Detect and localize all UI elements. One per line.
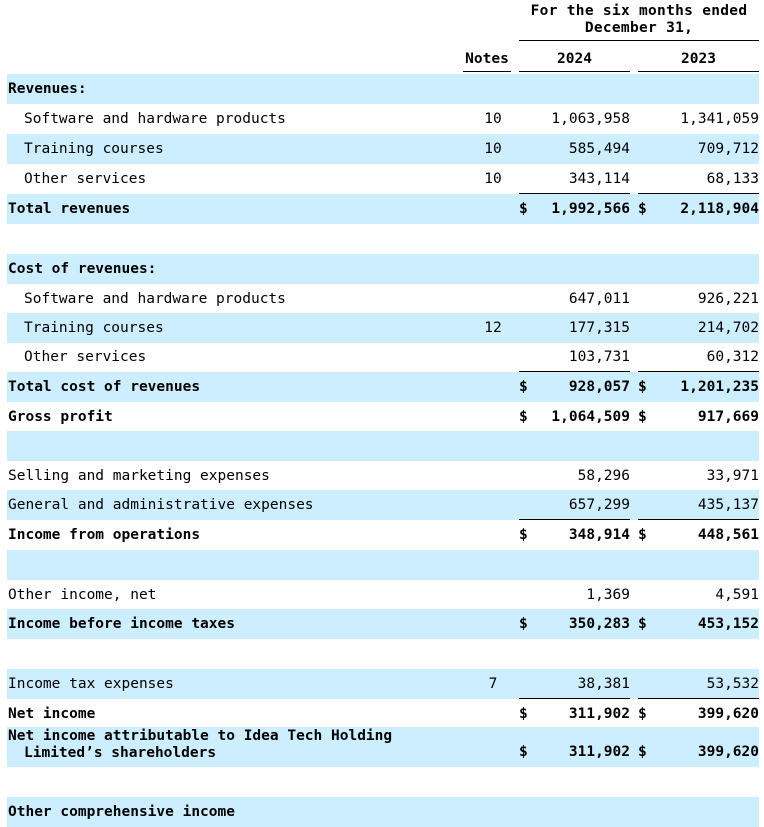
row-value-2024: 657,299	[519, 490, 630, 520]
row-other-income-net	[7, 580, 759, 610]
currency-symbol: $	[638, 527, 647, 543]
row-other-comprehensive-income	[7, 797, 759, 827]
row-value-2024: $ 311,902	[519, 727, 630, 767]
row-notes: 12	[484, 320, 502, 336]
row-value-2024: 1,369	[519, 580, 630, 610]
row-label	[8, 728, 392, 768]
row-net-income	[7, 699, 759, 729]
row-revenue-software-hardware	[7, 104, 759, 134]
row-notes: 10	[484, 171, 502, 187]
currency-symbol: $	[638, 616, 647, 632]
currency-symbol: $	[519, 744, 528, 760]
row-label: Total cost of revenues	[8, 379, 201, 395]
period-header-line1: For the six months ended	[530, 3, 748, 19]
row-label: Cost of revenues:	[8, 261, 157, 277]
currency-symbol: $	[638, 409, 647, 425]
period-header-rule	[519, 40, 759, 41]
row-value-2024: $ 350,283	[519, 609, 630, 639]
row-value-2024: $ 1,064,509	[519, 402, 630, 432]
row-cost-of-revenues-heading	[7, 254, 759, 284]
row-value-2023: 4,591	[638, 580, 759, 610]
row-income-from-operations	[7, 520, 759, 550]
column-header-2024: 2024	[557, 51, 592, 67]
period-header	[519, 3, 759, 37]
currency-symbol: $	[519, 616, 528, 632]
currency-symbol: $	[519, 409, 528, 425]
row-label: Gross profit	[8, 409, 113, 425]
row-value-2024: $ 311,902	[519, 699, 630, 729]
row-value-2023: 68,133	[638, 164, 759, 194]
row-total-cost-of-revenues	[7, 372, 759, 402]
row-spacer	[7, 550, 759, 580]
row-gross-profit	[7, 402, 759, 432]
row-value-2023: 435,137	[638, 490, 759, 520]
period-header-line2: December 31,	[584, 20, 694, 36]
row-label: Total revenues	[8, 201, 131, 217]
row-value-2023: $ 453,152	[638, 609, 759, 639]
row-value-2023: $ 1,201,235	[638, 372, 759, 402]
currency-symbol: $	[519, 706, 528, 722]
row-label-line2: Limited’s shareholders	[24, 745, 217, 761]
row-spacer	[7, 431, 759, 461]
currency-symbol: $	[638, 201, 647, 217]
row-value-2024: 177,315	[568, 320, 630, 336]
currency-symbol: $	[519, 527, 528, 543]
row-spacer	[7, 224, 759, 254]
row-selling-marketing	[7, 461, 759, 491]
currency-symbol: $	[519, 201, 528, 217]
row-value-2023: 1,341,059	[680, 111, 759, 127]
column-header-2023: 2023	[681, 51, 716, 67]
row-net-income-attributable	[7, 727, 759, 767]
row-label: Revenues:	[8, 81, 87, 97]
row-value-2024: $ 348,914	[519, 520, 630, 550]
row-value-2023: 53,532	[638, 669, 759, 699]
row-value-2024: 647,011	[568, 291, 630, 307]
row-cost-training	[7, 313, 759, 343]
row-value-2023: 33,971	[706, 468, 759, 484]
column-header-notes: Notes	[465, 51, 509, 67]
row-total-revenues	[7, 194, 759, 224]
row-spacer	[7, 639, 759, 669]
row-value-2023: $ 917,669	[638, 402, 759, 432]
column-header-notes-rule	[463, 71, 511, 72]
row-cost-other-services	[7, 342, 759, 372]
row-label: General and administrative expenses	[8, 497, 314, 513]
currency-symbol: $	[638, 744, 647, 760]
row-label: Training courses	[24, 320, 164, 336]
row-value-2023: $ 399,620	[638, 727, 759, 767]
row-notes: 7	[488, 676, 498, 692]
currency-symbol: $	[638, 706, 647, 722]
row-label: Other comprehensive income	[8, 804, 235, 820]
row-revenue-other-services	[7, 164, 759, 194]
column-header-2023-rule	[638, 71, 759, 72]
currency-symbol: $	[519, 379, 528, 395]
row-general-administrative	[7, 490, 759, 520]
row-income-before-taxes	[7, 609, 759, 639]
row-label: Other income, net	[8, 587, 157, 603]
row-spacer	[7, 767, 759, 797]
row-value-2024: $ 1,992,566	[519, 194, 630, 224]
row-label: Other services	[24, 349, 147, 365]
row-label: Training courses	[24, 141, 164, 157]
row-value-2024: 58,296	[577, 468, 630, 484]
row-value-2024: 343,114	[519, 164, 630, 194]
row-value-2024: 585,494	[568, 141, 630, 157]
row-value-2023: 214,702	[697, 320, 759, 336]
row-value-2024: 103,731	[519, 342, 630, 372]
row-revenue-training	[7, 134, 759, 164]
row-cost-software-hardware	[7, 284, 759, 314]
row-label: Income tax expenses	[8, 676, 174, 692]
row-value-2023: 926,221	[697, 291, 759, 307]
row-label: Income from operations	[8, 527, 201, 543]
column-header-2024-rule	[519, 71, 630, 72]
row-notes: 10	[484, 141, 502, 157]
row-value-2024: 38,381	[519, 669, 630, 699]
row-income-tax-expenses	[7, 669, 759, 699]
row-revenues-heading	[7, 74, 759, 104]
row-value-2024: 1,063,958	[551, 111, 630, 127]
row-value-2023: 709,712	[697, 141, 759, 157]
currency-symbol: $	[638, 379, 647, 395]
row-value-2023: $ 448,561	[638, 520, 759, 550]
row-value-2023: 60,312	[638, 342, 759, 372]
row-label: Net income	[8, 706, 96, 722]
row-value-2023: $ 399,620	[638, 699, 759, 729]
row-label: Software and hardware products	[24, 111, 286, 127]
row-label-line1: Net income attributable to Idea Tech Holding	[8, 728, 393, 744]
row-notes: 10	[484, 111, 502, 127]
row-label: Income before income taxes	[8, 616, 235, 632]
row-value-2023: $ 2,118,904	[638, 194, 759, 224]
row-label: Software and hardware products	[24, 291, 286, 307]
row-value-2024: $ 928,057	[519, 372, 630, 402]
row-label: Selling and marketing expenses	[8, 468, 270, 484]
row-label: Other services	[24, 171, 147, 187]
